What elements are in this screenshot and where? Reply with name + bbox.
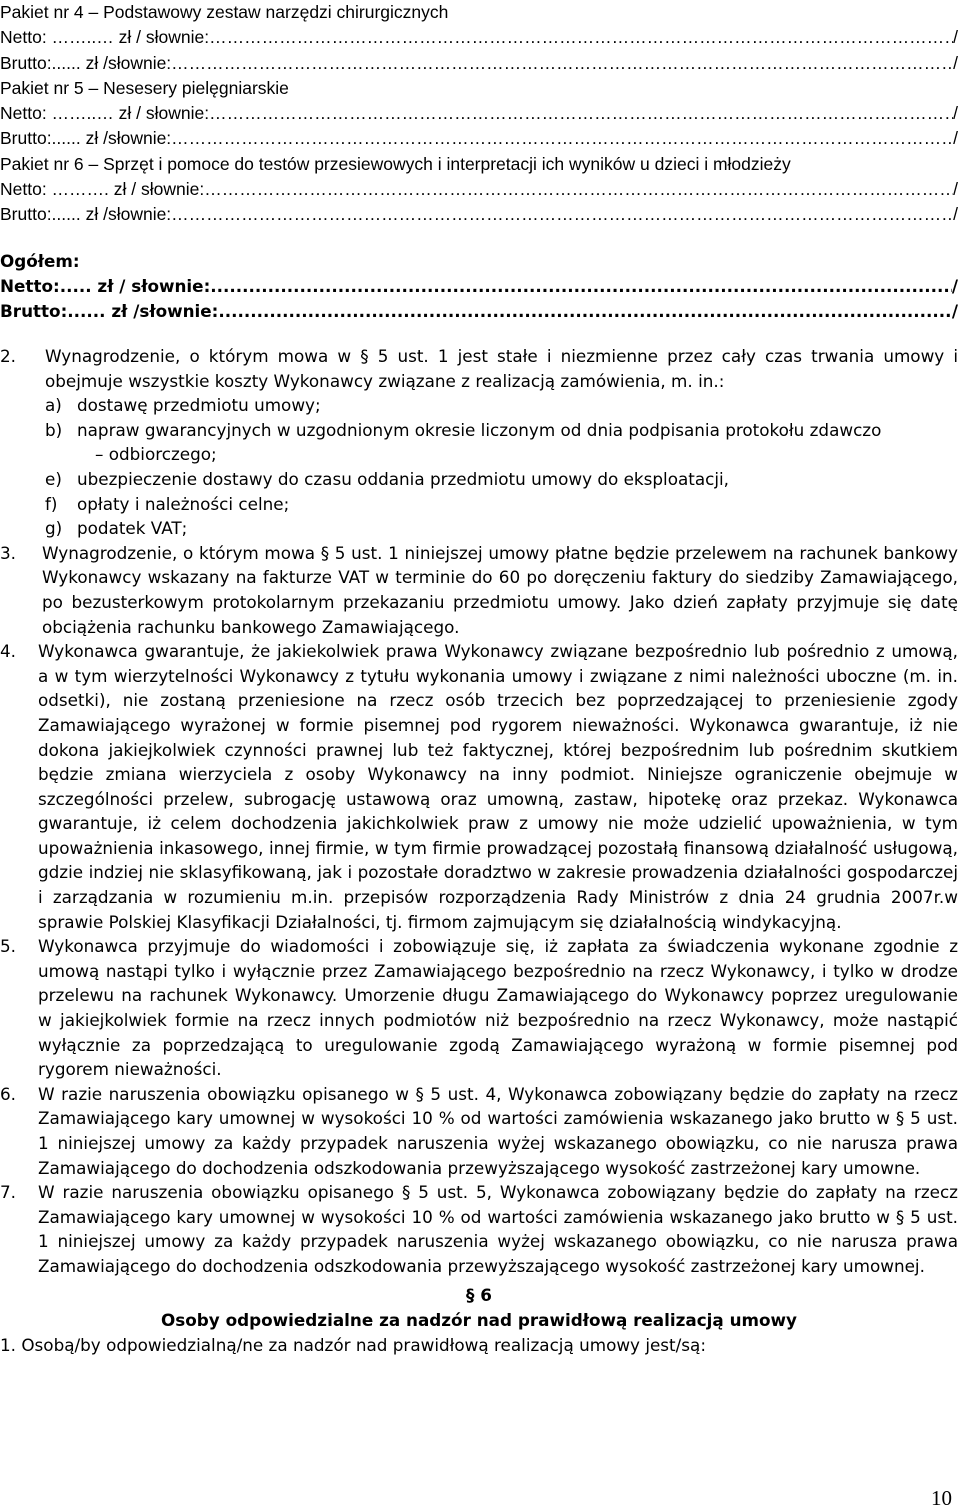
page-number: 10 [931, 1486, 952, 1510]
list-item [0, 516, 958, 541]
clause-text: W razie naruszenia obowiązku opisanego § 5 ust. 5, Wykonawca zobowiązany będzie do zapłaty na rzecz Zamawiającego kary umownej w wysokości 10 % od wartości zamówienia wskazanego jako brutto w § 5 ust. 1 niniejszej umowy za każdy przypadek naruszenia wyżej wskazanego obowiązku, co nie narusza prawa Zamawiającego do dochodzenia odszkodowania przewyższającego wysokość zastrzeżonej kary umownej. [38, 1182, 958, 1276]
clause-text: Wynagrodzenie, o którym mowa w § 5 ust. 1 jest stałe i niezmienne przez cały czas trwania umowy i obejmuje wszystkie koszty Wykonawcy związane z realizacją zamówienia, m. in.: [45, 346, 958, 391]
slash: / [951, 275, 958, 296]
final-line: 1. Osobą/by odpowiedzialną/ne za nadzór nad prawidłową realizacją umowy jest/są: [0, 1334, 706, 1355]
clause-number: 2. [0, 346, 17, 366]
total-netto-label: Netto:..... zł / słownie: [0, 275, 211, 296]
clause-4 [0, 639, 958, 934]
package-5-netto [0, 101, 958, 126]
package-4-netto [0, 25, 958, 50]
total-netto [0, 274, 958, 299]
slash: / [953, 52, 958, 73]
clause-number: 5. [0, 936, 17, 957]
netto-label: Netto: ………. zł / słownie: [0, 179, 205, 200]
dotted-fill [209, 25, 953, 50]
list-item [0, 467, 958, 492]
clause-text: Wynagrodzenie, o którym mowa § 5 ust. 1 niniejszej umowy płatne będzie przelewem na rachunek bankowy Wykonawcy wskazany na fakturze VAT w terminie do 60 po doręczeniu faktury do siedziby Zamawiającego, po bezusterkowym protokolarnym przekazaniu przedmiotu umowy. Jako dzień zapłaty przyjmuje się datę obciążenia rachunku bankowego Zamawiającego. [42, 542, 958, 637]
brutto-label: Brutto:...... zł /słownie: [0, 128, 172, 149]
list-item [0, 492, 958, 517]
package-6-netto [0, 177, 958, 202]
clause-number: 6. [0, 1083, 17, 1104]
clause-2 [0, 344, 958, 393]
total-label: Ogółem: [0, 250, 80, 271]
section-symbol: § 6 [466, 1284, 492, 1305]
dotted-fill [171, 202, 953, 227]
brutto-label: Brutto:...... zł /słownie: [0, 204, 172, 225]
clause-6 [0, 1082, 958, 1180]
slash: / [953, 204, 958, 225]
total-brutto-label: Brutto:...... zł /słownie: [0, 301, 219, 322]
netto-label: Netto: ……..… zł / słownie: [0, 27, 210, 48]
brutto-label: Brutto:...... zł /słownie: [0, 52, 172, 73]
list-letter: f) [45, 493, 58, 514]
package-5-title: Pakiet nr 5 – Nesesery pielęgniarskie [0, 77, 289, 98]
dotted-fill [204, 177, 953, 202]
clause-text: Wykonawca przyjmuje do wiadomości i zobowiązuje się, iż zapłata za świadczenia wykonane zgodnie z umową nastąpi tylko i wyłącznie przez Zamawiającego bezpośrednio na rzecz Wykonawcy, i tylko w drodze przelewu na rachunek Wykonawcy. Umorzenie długu Zamawiającego do Wykonawcy poprzez uregulowanie w jakiejkolwiek formie na rzecz innych podmiotów niż bezpośrednio na rzecz Wykonawcy, może nastąpić wyłącznie za poprzedzającą to uregulowanie zgodą Zamawiającego wyrażoną w formie pisemnej pod rygorem nieważności. [38, 936, 958, 1080]
clause-7 [0, 1180, 958, 1278]
list-text: ubezpieczenie dostawy do czasu oddania przedmiotu umowy do eksploatacji, [77, 468, 730, 489]
clause-text: W razie naruszenia obowiązku opisanego w § 5 ust. 4, Wykonawca zobowiązany będzie do zapłaty na rzecz Zamawiającego kary umownej w wysokości 10 % od wartości zamówienia wskazanego jako brutto w § 5 ust. 1 niniejszej umowy za każdy przypadek naruszenia wyżej wskazanego obowiązku, co nie narusza prawa Zamawiającego do dochodzenia odszkodowania przewyższającego wysokość zastrzeżonej kary umowne. [38, 1083, 958, 1178]
spacer [0, 228, 958, 249]
netto-label: Netto: ……..… zł / słownie: [0, 103, 210, 124]
pricing-section [0, 0, 958, 325]
list-text: podatek VAT; [77, 518, 188, 539]
clause-3 [0, 541, 958, 639]
section-title: Osoby odpowiedzialne za nadzór nad prawidłową realizacją umowy [161, 1309, 797, 1330]
package-4-brutto [0, 51, 958, 76]
slash: / [953, 103, 958, 124]
package-6-title: Pakiet nr 6 – Sprzęt i pomoce do testów przesiewowych i interpretacji ich wyników u dzieci i młodzieży [0, 153, 791, 174]
package-4-title: Pakiet nr 4 – Podstawowy zestaw narzędzi chirurgicznych [0, 2, 449, 22]
slash: / [953, 128, 958, 149]
clause-number: 3. [0, 542, 17, 563]
list-letter: e) [45, 468, 62, 489]
dotted-fill [171, 51, 953, 76]
list-item [0, 418, 958, 443]
list-continuation: – odbiorczego; [95, 444, 217, 465]
slash: / [953, 179, 958, 200]
package-5-brutto [0, 126, 958, 151]
total-brutto [0, 299, 958, 324]
list-text: dostawę przedmiotu umowy; [77, 395, 321, 416]
list-letter: b) [45, 419, 63, 440]
contract-clauses [0, 344, 958, 1358]
package-6-brutto [0, 202, 958, 227]
list-text: opłaty i należności celne; [77, 493, 290, 514]
clause-number: 7. [0, 1182, 17, 1203]
list-item [0, 393, 958, 418]
dotted-fill [171, 126, 953, 151]
clause-5 [0, 934, 958, 1082]
clause-number: 4. [0, 641, 17, 662]
slash: / [951, 301, 958, 322]
clause-text: Wykonawca gwarantuje, że jakiekolwiek prawa Wykonawcy związane bezpośrednio lub pośrednio z umową, a w tym wierzytelności Wykonawcy z tytułu wykonania umowy i związane z nimi należności uboczne (m. in. odsetki), nie zostaną przeniesione na rzecz osób trzecich bez poprzedzającej to przeniesienie zgody Zamawiającego wyrażonej w formie pisemnej pod rygorem nieważności. Wykonawca gwarantuje, iż nie dokona jakiejkolwiek czynności prawnej lub też faktycznej, której bezpośrednim lub pośrednim skutkiem będzie zmiana wierzyciela z osoby Wykonawcy na inny podmiot. Niniejsze ograniczenie obejmuje w szczególności przelew, subrogację ustawową oraz umowną, zastaw, hipotekę oraz przekaz. Wykonawca gwarantuje, iż celem dochodzenia jakichkolwiek praw z umowy nie może udzielić upoważnienia, w tym upoważnienia inkasowego, innej firmie, w tym firmie prowadzącej pozostałą finansową działalność usługową, gdzie indziej nie sklasyfikowaną, jak i pozostałe doradztwo w zakresie prowadzenia działalności gospodarczej i zarządzania w rozumieniu m.in. przepisów rozporządzenia Rady Ministrów z dnia 24 grudnia 2007r.w sprawie Polskiej Klasyfikacji Działalności, tj. firmom zajmującym się działalnością windykacyjną. [38, 641, 958, 932]
list-letter: g) [45, 518, 63, 539]
list-text: napraw gwarancyjnych w uzgodnionym okresie liczonym od dnia podpisania protokołu zdawczo [77, 419, 882, 440]
dotted-fill [209, 101, 953, 126]
dotted-fill [210, 274, 952, 299]
slash: / [953, 27, 958, 48]
list-letter: a) [45, 395, 62, 416]
dotted-fill [218, 299, 951, 324]
